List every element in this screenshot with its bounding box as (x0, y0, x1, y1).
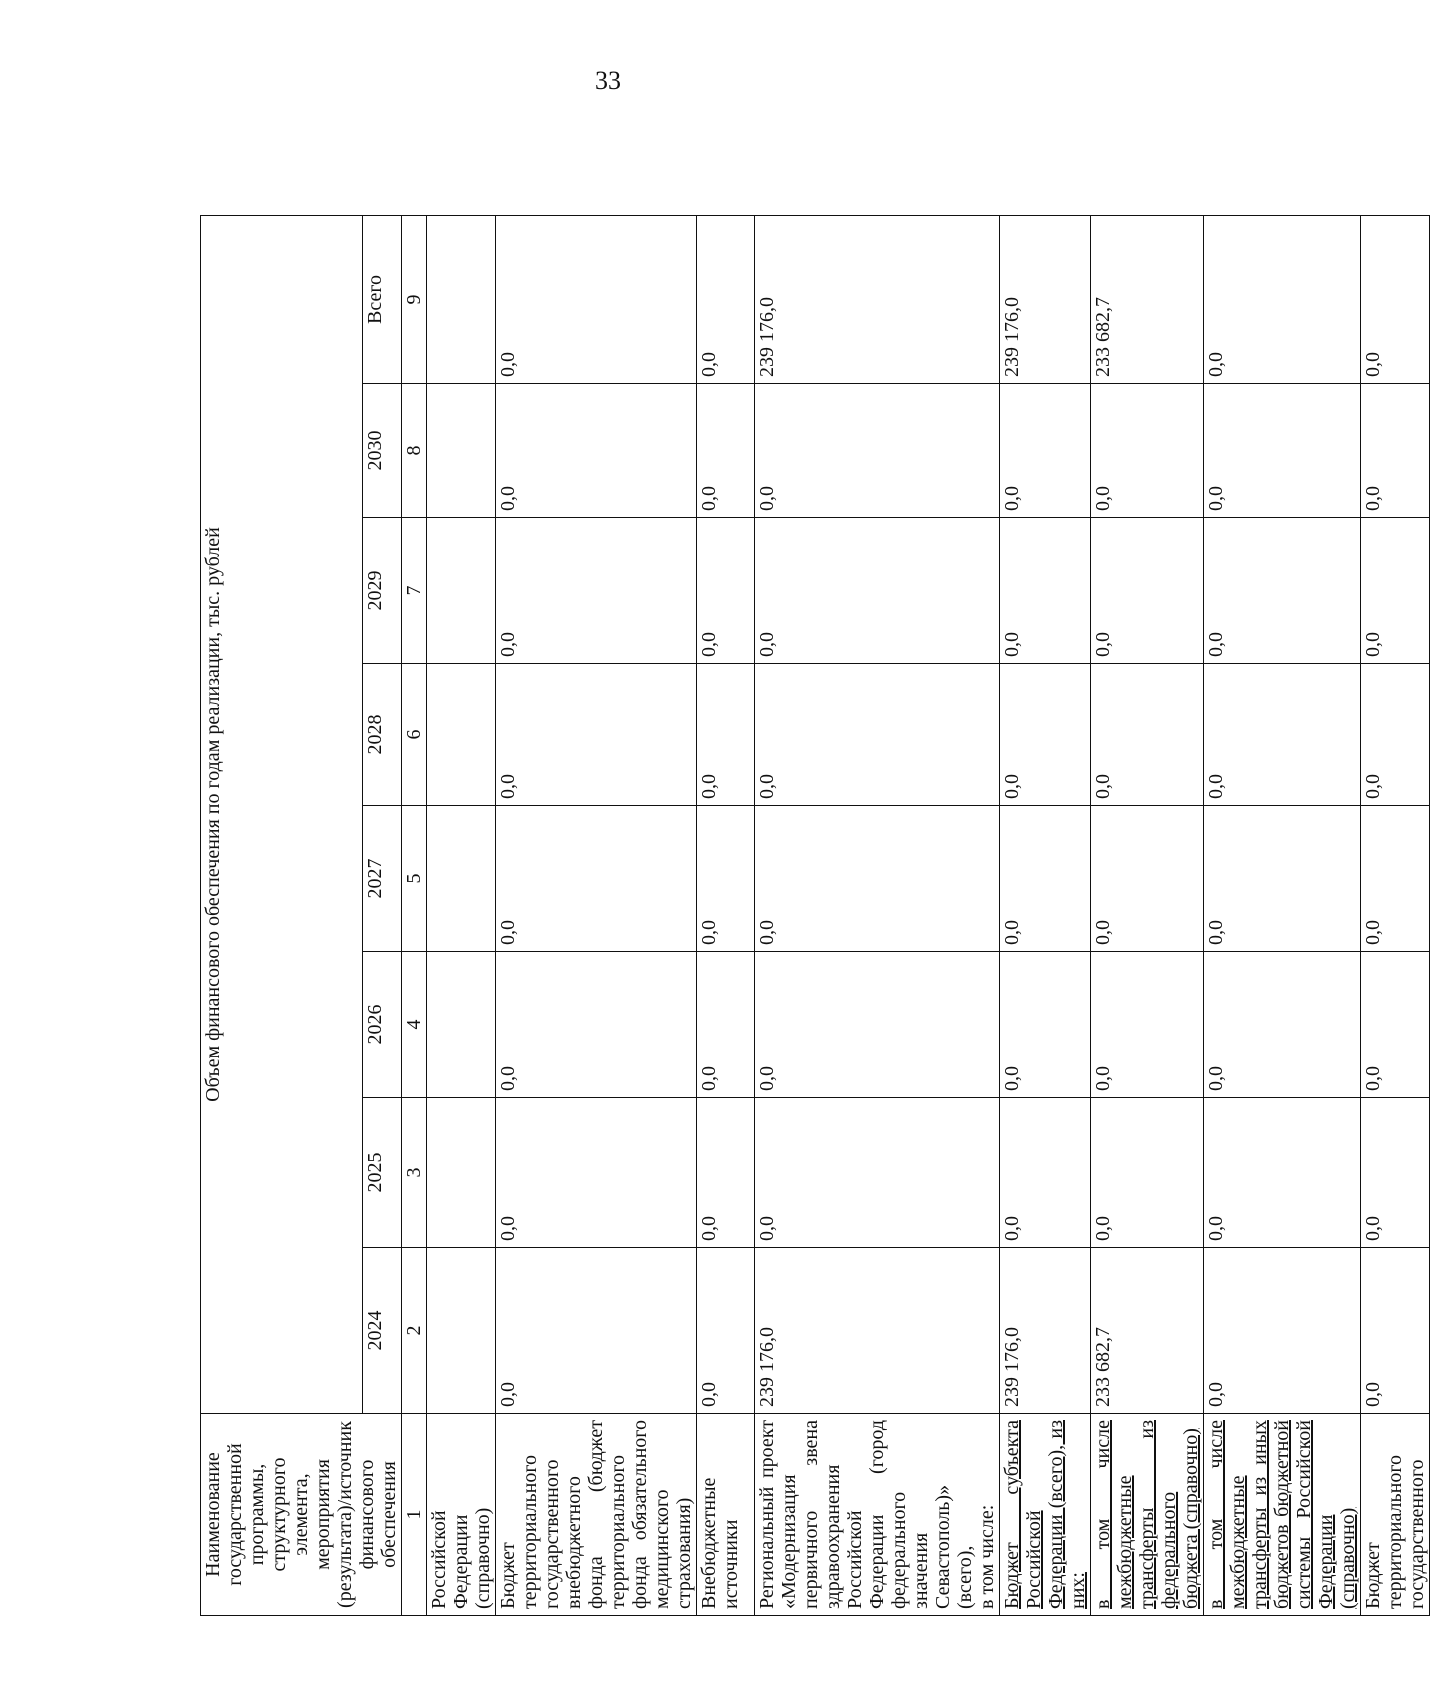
value-cell: 0,0 (697, 518, 755, 664)
row-label-sub: в том числе: (976, 1504, 998, 1609)
header-name-cell: Наименование государственной программы, структурного элемента, мероприятия (результата)/источник финансового обеспечения (201, 1414, 402, 1616)
col-number: 5 (402, 806, 427, 952)
row-label: Бюджет территориального государственного внебюджетного фонда (бюджет территориального фонда обязательного медицинского страхования) (496, 1414, 697, 1616)
value-cell: 239 176,0 (755, 1248, 1000, 1414)
value-cell: 0,0 (1091, 384, 1204, 518)
table-row (496, 215, 697, 1615)
value-cell: 0,0 (1000, 518, 1091, 664)
row-label (755, 1414, 1000, 1616)
value-cell: 0,0 (755, 664, 1000, 806)
header-volume-title: Объем финансового обеспечения по годам реализации, тыс. рублей (201, 215, 363, 1413)
value-cell: 0,0 (755, 1098, 1000, 1248)
value-cell: 0,0 (1361, 518, 1430, 664)
value-cell: 0,0 (496, 215, 697, 383)
header-year-2030: 2030 (363, 384, 402, 518)
value-cell: 0,0 (1204, 952, 1361, 1098)
value-cell: 0,0 (697, 952, 755, 1098)
header-total: Всего (363, 215, 402, 383)
value-cell: 0,0 (1204, 1098, 1361, 1248)
value-cell: 0,0 (1091, 664, 1204, 806)
value-cell: 0,0 (1361, 215, 1430, 383)
value-cell: 0,0 (496, 1098, 697, 1248)
value-cell: 0,0 (1000, 952, 1091, 1098)
value-cell: 233 682,7 (1091, 1248, 1204, 1414)
value-cell (427, 664, 496, 806)
row-label: Бюджет субъекта Российской Федерации (всего), из них: (1000, 1414, 1091, 1616)
value-cell: 0,0 (697, 215, 755, 383)
value-cell: 0,0 (1000, 806, 1091, 952)
value-cell: 0,0 (755, 384, 1000, 518)
value-cell: 0,0 (1361, 1248, 1430, 1414)
value-cell: 0,0 (1204, 664, 1361, 806)
row-label: Внебюджетные источники (697, 1414, 755, 1616)
col-number: 9 (402, 215, 427, 383)
value-cell: 0,0 (1000, 384, 1091, 518)
col-number: 7 (402, 518, 427, 664)
rotated-table-container (200, 216, 1428, 1616)
value-cell: 0,0 (1361, 664, 1430, 806)
value-cell: 239 176,0 (1000, 215, 1091, 383)
value-cell: 0,0 (697, 384, 755, 518)
value-cell: 0,0 (1091, 952, 1204, 1098)
row-label: Российской Федерации (справочно) (427, 1414, 496, 1616)
value-cell: 0,0 (697, 806, 755, 952)
header-year-2024: 2024 (363, 1248, 402, 1414)
value-cell: 0,0 (1204, 1248, 1361, 1414)
header-year-2028: 2028 (363, 664, 402, 806)
value-cell: 0,0 (1091, 806, 1204, 952)
header-year-2029: 2029 (363, 518, 402, 664)
value-cell: 0,0 (1000, 664, 1091, 806)
header-year-2025: 2025 (363, 1098, 402, 1248)
header-year-2026: 2026 (363, 952, 402, 1098)
col-number: 2 (402, 1248, 427, 1414)
value-cell: 0,0 (1361, 384, 1430, 518)
value-cell: 0,0 (755, 952, 1000, 1098)
value-cell: 0,0 (1361, 952, 1430, 1098)
table-row (755, 215, 1000, 1615)
value-cell (427, 215, 496, 383)
value-cell: 0,0 (496, 518, 697, 664)
value-cell: 0,0 (496, 664, 697, 806)
value-cell (427, 384, 496, 518)
value-cell: 0,0 (1204, 215, 1361, 383)
value-cell: 239 176,0 (1000, 1248, 1091, 1414)
value-cell: 0,0 (1361, 1098, 1430, 1248)
table-row (1000, 215, 1091, 1615)
financing-table (200, 215, 1430, 1616)
table-row (1361, 215, 1430, 1615)
value-cell (427, 806, 496, 952)
value-cell: 0,0 (496, 1248, 697, 1414)
value-cell: 0,0 (755, 806, 1000, 952)
table-row (427, 215, 496, 1615)
value-cell: 0,0 (496, 384, 697, 518)
col-number: 6 (402, 664, 427, 806)
value-cell (427, 952, 496, 1098)
col-number: 3 (402, 1098, 427, 1248)
col-number: 8 (402, 384, 427, 518)
value-cell: 0,0 (1361, 806, 1430, 952)
value-cell: 0,0 (1000, 1098, 1091, 1248)
header-year-2027: 2027 (363, 806, 402, 952)
value-cell: 0,0 (697, 1098, 755, 1248)
value-cell: 0,0 (1204, 806, 1361, 952)
value-cell: 239 176,0 (755, 215, 1000, 383)
row-label: в том числе межбюджетные трансферты из иных бюджетов бюджетной системы Российской Федерации (справочно) (1204, 1414, 1361, 1616)
page-number: 33 (595, 66, 621, 95)
col-number: 4 (402, 952, 427, 1098)
table-row (1091, 215, 1204, 1615)
value-cell: 0,0 (1204, 384, 1361, 518)
table-row (1204, 215, 1361, 1615)
value-cell: 0,0 (1091, 518, 1204, 664)
value-cell: 0,0 (1204, 518, 1361, 664)
value-cell: 233 682,7 (1091, 215, 1204, 383)
row-label-main: Региональный проект «Модернизация первичного звена здравоохранения Российской Федерации (город федерального значения Севастополь)» (всего), (756, 1420, 976, 1609)
value-cell: 0,0 (697, 1248, 755, 1414)
value-cell: 0,0 (755, 518, 1000, 664)
table-row (697, 215, 755, 1615)
value-cell (427, 1248, 496, 1414)
row-label: в том числе межбюджетные трансферты из федерального бюджета (справочно) (1091, 1414, 1204, 1616)
row-label: Бюджет территориального государственного (1361, 1414, 1430, 1616)
value-cell: 0,0 (496, 806, 697, 952)
col-number: 1 (402, 1414, 427, 1616)
value-cell (427, 518, 496, 664)
value-cell: 0,0 (697, 664, 755, 806)
value-cell: 0,0 (496, 952, 697, 1098)
value-cell: 0,0 (1091, 1098, 1204, 1248)
value-cell (427, 1098, 496, 1248)
